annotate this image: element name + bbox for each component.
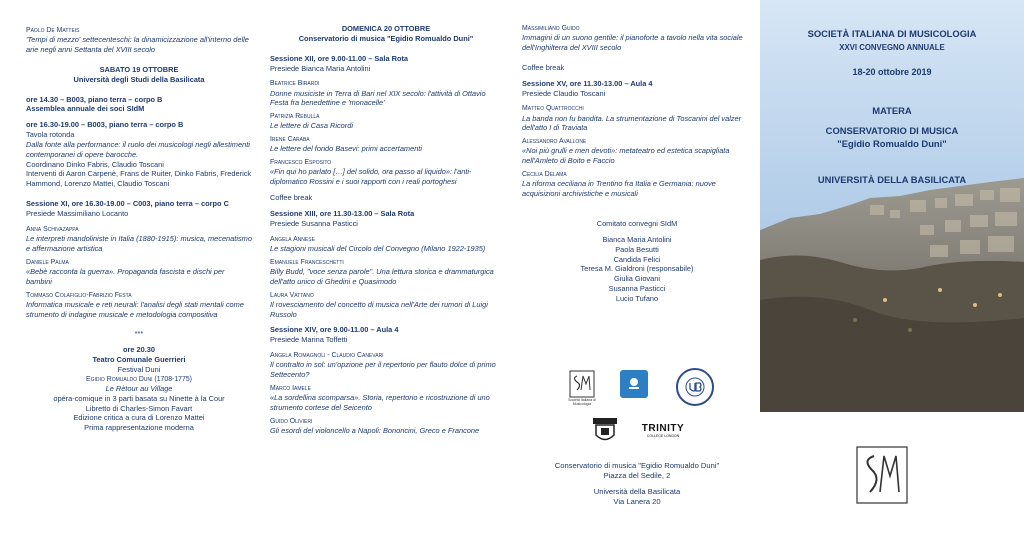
session-time: Sessione XI, ore 16.30-19.00 – C003, piano terra – corpo C	[26, 199, 229, 209]
event-venue: Teatro Comunale Guerrieri	[92, 355, 186, 365]
conservatorio-icon	[625, 375, 643, 393]
column-3	[522, 24, 752, 304]
sidm-cover-logo	[856, 446, 908, 504]
author: Patrizia Rebulla	[270, 113, 320, 121]
author: Emanuele Franceschetti	[270, 258, 344, 266]
paper-title: Il contralto in sol: un'opzione per il repertorio per flauto dolce di primo Settecento?	[270, 360, 496, 380]
cover-panel	[760, 0, 1024, 538]
committee-member: Teresa M. Gialdroni (responsabile)	[580, 264, 694, 274]
paper-title: Il rovesciamento del concetto di musica nell'Arte dei rumori di Luigi Russolo	[270, 299, 488, 319]
paper-title: «Bebè racconta la guerra». Propaganda fascista e dischi per bambini	[26, 266, 225, 286]
column-1	[26, 26, 252, 433]
sidm-logo-text: Società Italiana di Musicologia	[568, 398, 596, 406]
paper-title: «La sordellina scomparsa». Storia, repertorio e ricostruzione di uno strumento cortese del Seicento	[270, 393, 490, 412]
author: Angela Romagnoli - Claudio Canevari	[270, 352, 384, 360]
sidm-monogram-icon	[856, 446, 908, 504]
author: Beatrice Birardi	[270, 80, 320, 88]
author: Alessandro Avallone	[522, 138, 587, 146]
paper-title: 'Tempi di mezzo' settecenteschi: la dinamicizzazione all'interno delle arie negli anni Settanta del XVIII secolo	[26, 35, 249, 55]
address-line: Conservatorio di musica "Egidio Romualdo Duni"	[554, 461, 720, 470]
cover-conservatorio-name: "Egidio Romualdo Duni"	[837, 138, 947, 149]
address-line: Via Lanera 20	[613, 497, 661, 507]
cover-dates: 18-20 ottobre 2019	[852, 67, 932, 77]
coffee-break: Coffee break	[270, 193, 313, 203]
event-festival: Festival Duni	[117, 364, 161, 374]
coffee-break: Coffee break	[522, 62, 565, 72]
address-line: Università della Basilicata	[593, 487, 681, 497]
paper-title: «Fin qui ho parlato […] del solido, ora passo al liquido»: l'anti-diplomatico Rossini e i suoi rapporti con i reali portoghesi	[270, 167, 472, 187]
session-kind: Tavola rotonda	[26, 130, 75, 140]
paper-title: Le interpreti mandoliniste in Italia (1880-1915): musica, mecenatismo e affermazione artistica	[26, 234, 252, 253]
session-label: Assemblea annuale dei soci SIdM	[26, 104, 145, 114]
event-time: ore 20.30	[122, 345, 156, 355]
paper-title: Le lettere del fondo Basevi: primi accertamenti	[270, 144, 422, 154]
committee-member: Giulia Giovani	[613, 274, 660, 284]
paper-title: Le lettere di Casa Ricordi	[270, 121, 353, 131]
session-time: ore 14.30 – B003, piano terra – corpo B	[26, 94, 163, 104]
author: Massimiliano Guido	[522, 25, 580, 32]
event-libretto: Libretto di Charles-Simon Favart	[85, 403, 193, 413]
cover-society: SOCIETÀ ITALIANA DI MUSICOLOGIA	[807, 28, 977, 39]
committee-member: Paola Besutti	[615, 244, 659, 254]
sidm-logo	[560, 368, 604, 408]
author: Angela Annese	[270, 235, 315, 243]
author: Guido Olivieri	[270, 417, 313, 425]
session-time: Sessione XIII, ore 11.30-13.00 – Sala Rota	[270, 208, 415, 218]
paper-title: Donne musiciste in Terra di Bari nel XIX secolo: l'attività di Ottavio Festa fra benedettine e 'monacelle'	[270, 88, 486, 108]
roundtable-title: Dalla fonte alla performance: il ruolo dei musicologi negli allestimenti contemporanei di opere barocche.	[26, 139, 250, 159]
author: Tommaso Colafiglio-Fabrizio Festa	[26, 291, 132, 299]
committee-member: Candida Felici	[613, 254, 661, 264]
event-description: opéra-comique in 3 parti basata su Ninette à la Cour	[53, 393, 225, 403]
session-time: Sessione XV, ore 11.30-13.00 – Aula 4	[522, 78, 653, 88]
addresses	[522, 461, 752, 507]
coordinators: Coordinano Dinko Fabris, Claudio Toscani	[26, 159, 164, 169]
paper-title: Immagini di un suono gentile: il pianoforte a tavolo nella vita sociale dell'Inghilterra del XVIII secolo	[522, 33, 743, 53]
author: Cecilia Delama	[522, 171, 567, 179]
author: Irene Caraba	[270, 136, 310, 144]
event-edition: Edizione critica a cura di Lorenzo Mattei	[73, 413, 205, 423]
column-2	[270, 24, 502, 436]
cover-convegno: XXVI CONVEGNO ANNUALE	[839, 43, 945, 52]
day-heading: DOMENICA 20 OTTOBRE	[341, 24, 431, 33]
committee-member: Bianca Maria Antolini	[602, 234, 672, 244]
crest-logo	[590, 416, 620, 446]
venue: Conservatorio di musica "Egidio Romualdo Duni"	[298, 33, 474, 43]
session-time: Sessione XIV, ore 9.00-11.00 – Aula 4	[270, 325, 399, 335]
unibas-logo	[676, 368, 714, 406]
day-heading: SABATO 19 OTTOBRE	[99, 64, 179, 74]
matera-landscape-icon	[760, 0, 1024, 412]
committee-title: Comitato convegni SIdM	[596, 218, 678, 228]
unibas-seal-icon	[684, 376, 706, 398]
session-time: ore 16.30-19.00 – B003, piano terra – corpo B	[26, 120, 184, 130]
committee-member: Lucio Tufano	[615, 293, 659, 303]
session-chair: Presiede Claudio Toscani	[522, 88, 606, 98]
committee-member: Susanna Pasticci	[608, 284, 666, 294]
cover-photo-matera	[760, 0, 1024, 412]
trinity-logo-text: TRINITY	[641, 422, 685, 434]
paper-title: Billy Budd, "voce senza parole". Una lettura storica e drammaturgica dell'atto unico di Ghedini e Quasimodo	[270, 266, 494, 286]
sidm-mark-icon	[569, 370, 595, 398]
trinity-logo	[640, 418, 686, 442]
conservatorio-logo	[620, 370, 648, 398]
paper-title: «Noi più grulli e men devoti»: metateatro ed estetica scapigliata nell'Amleto di Boito e Faccio	[522, 146, 730, 166]
address-line: Piazza del Sedile, 2	[603, 471, 671, 481]
author: Marco Iamele	[270, 384, 311, 392]
cover-city: MATERA	[872, 105, 912, 116]
event-premiere: Prima rappresentazione moderna	[84, 423, 194, 433]
event-work: Le Rètour au Village	[105, 383, 173, 393]
venue: Università degli Studi della Basilicata	[73, 74, 205, 84]
author: Daniele Palma	[26, 258, 69, 266]
author: Paolo De Matteis	[26, 27, 80, 34]
crest-icon	[592, 417, 618, 445]
session-chair: Presiede Susanna Pasticci	[270, 218, 358, 228]
cover-conservatorio: CONSERVATORIO DI MUSICA	[825, 125, 959, 136]
author: Anna Schivazappa	[26, 225, 79, 233]
author: Francesco Esposito	[270, 159, 332, 167]
author: Matteo Quattrocchi	[522, 105, 584, 113]
paper-title: Le stagioni musicali del Circolo del Convegno (Milano 1922-1935)	[270, 243, 486, 253]
author: Laura Vattano	[270, 291, 314, 299]
event-composer: Egidio Romualdo Duni (1708-1775)	[86, 375, 192, 383]
speakers: Interventi di Aaron Carpenè, Frans de Ruiter, Dinko Fabris, Frederick Hammond, Lorenzo Mattei, Claudio Toscani	[26, 169, 252, 189]
cover-university: UNIVERSITÀ DELLA BASILICATA	[817, 174, 967, 185]
trinity-logo-sub: COLLEGE LONDON	[646, 433, 680, 438]
session-chair: Presiede Bianca Maria Antolini	[270, 63, 371, 73]
separator-stars: ***	[134, 329, 144, 339]
session-chair: Presiede Marina Toffetti	[270, 335, 348, 345]
paper-title: Gli esordi del violoncello a Napoli: Bononcini, Greco e Francone	[270, 425, 480, 435]
session-time: Sessione XII, ore 9.00-11.00 – Sala Rota	[270, 53, 409, 63]
paper-title: Informatica musicale e reti neurali: l'analisi degli stati mentali come strumento di indagine musicale e metodologia compositiva	[26, 299, 244, 319]
session-chair: Presiede Massimiliano Locanto	[26, 208, 129, 218]
paper-title: La banda non fu bandita. La strumentazione di Toscanini del valzer dell'atto I di Traviata	[522, 113, 742, 133]
paper-title: La riforma ceciliana in Trentino fra Italia e Germania: nuove acquisizioni archivistiche e musicali	[522, 179, 716, 199]
